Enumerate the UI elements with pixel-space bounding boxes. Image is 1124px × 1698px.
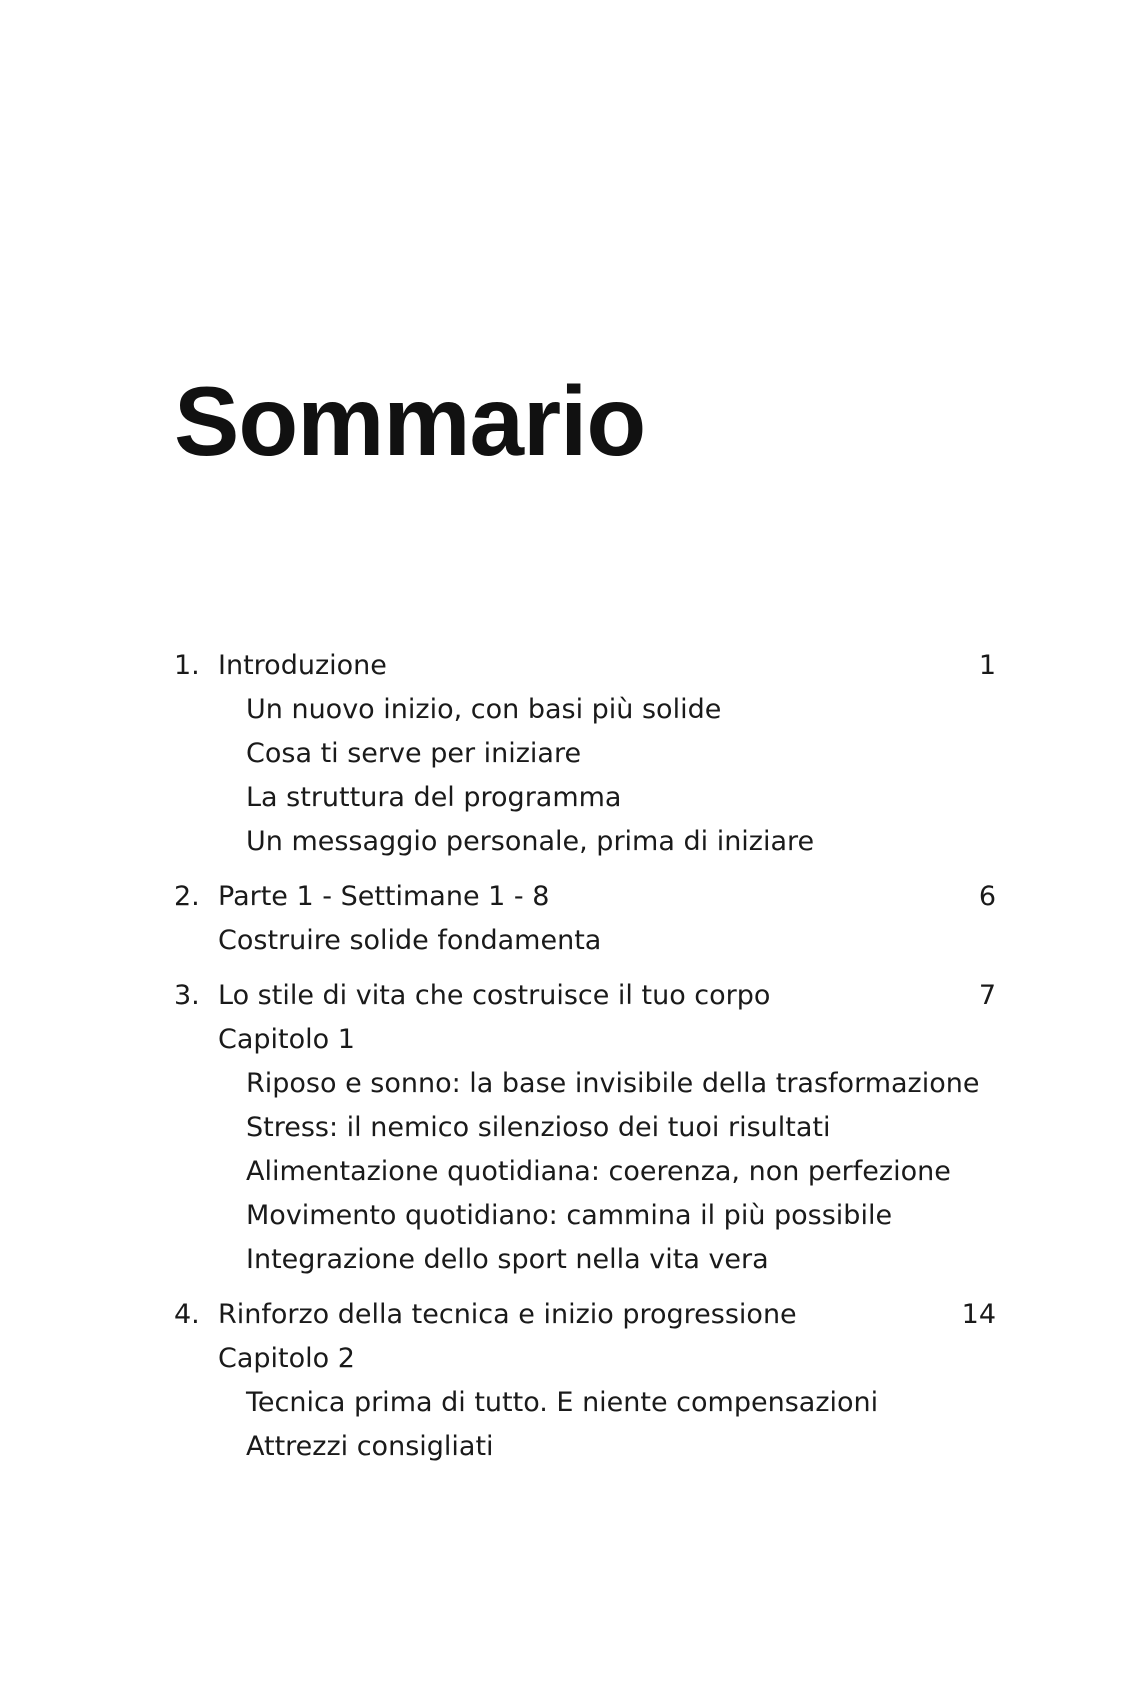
toc-chapter-label: Costruire solide fondamenta (218, 925, 602, 956)
toc-subsection[interactable]: Attrezzi consigliati (246, 1431, 494, 1462)
toc-chapter-label: Capitolo 2 (218, 1343, 355, 1374)
entry-number: 1. (174, 650, 200, 681)
toc-subsection[interactable]: La struttura del programma (246, 782, 622, 813)
toc-subsection[interactable]: Un messaggio personale, prima di iniziare (246, 826, 815, 857)
toc-subsection[interactable]: Alimentazione quotidiana: coerenza, non perfezione (246, 1156, 951, 1187)
toc-entry-heading[interactable] (174, 974, 996, 1018)
toc-subsection[interactable]: Cosa ti serve per iniziare (246, 738, 582, 769)
toc-subsection[interactable]: Stress: il nemico silenzioso dei tuoi risultati (246, 1112, 831, 1143)
entry-title: Introduzione (218, 650, 387, 681)
entry-page-number: 14 (961, 1299, 996, 1330)
entry-title: Parte 1 - Settimane 1 - 8 (218, 881, 550, 912)
toc-subsection[interactable]: Un nuovo inizio, con basi più solide (246, 694, 722, 725)
toc-subsection[interactable]: Movimento quotidiano: cammina il più possibile (246, 1200, 893, 1231)
entry-number: 3. (174, 980, 200, 1011)
table-of-contents (174, 644, 996, 1480)
toc-chapter-label: Capitolo 1 (218, 1024, 355, 1055)
toc-subsection[interactable]: Riposo e sonno: la base invisibile della trasformazione (246, 1068, 980, 1099)
toc-entry-heading[interactable] (174, 1293, 996, 1337)
entry-page-number: 7 (978, 980, 996, 1011)
toc-entry-heading[interactable] (174, 875, 996, 919)
toc-entry-heading[interactable] (174, 644, 996, 688)
entry-page-number: 6 (978, 881, 996, 912)
toc-subsection[interactable]: Integrazione dello sport nella vita vera (246, 1244, 769, 1275)
entry-number: 4. (174, 1299, 200, 1330)
entry-page-number: 1 (978, 650, 996, 681)
toc-entry-1 (174, 644, 996, 864)
toc-entry-2 (174, 875, 996, 963)
toc-subsection[interactable]: Tecnica prima di tutto. E niente compensazioni (246, 1387, 879, 1418)
toc-entry-4 (174, 1293, 996, 1469)
entry-title: Lo stile di vita che costruisce il tuo corpo (218, 980, 771, 1011)
toc-entry-3 (174, 974, 996, 1282)
entry-number: 2. (174, 881, 200, 912)
entry-title: Rinforzo della tecnica e inizio progressione (218, 1299, 797, 1330)
page-title: Sommario (174, 366, 646, 476)
